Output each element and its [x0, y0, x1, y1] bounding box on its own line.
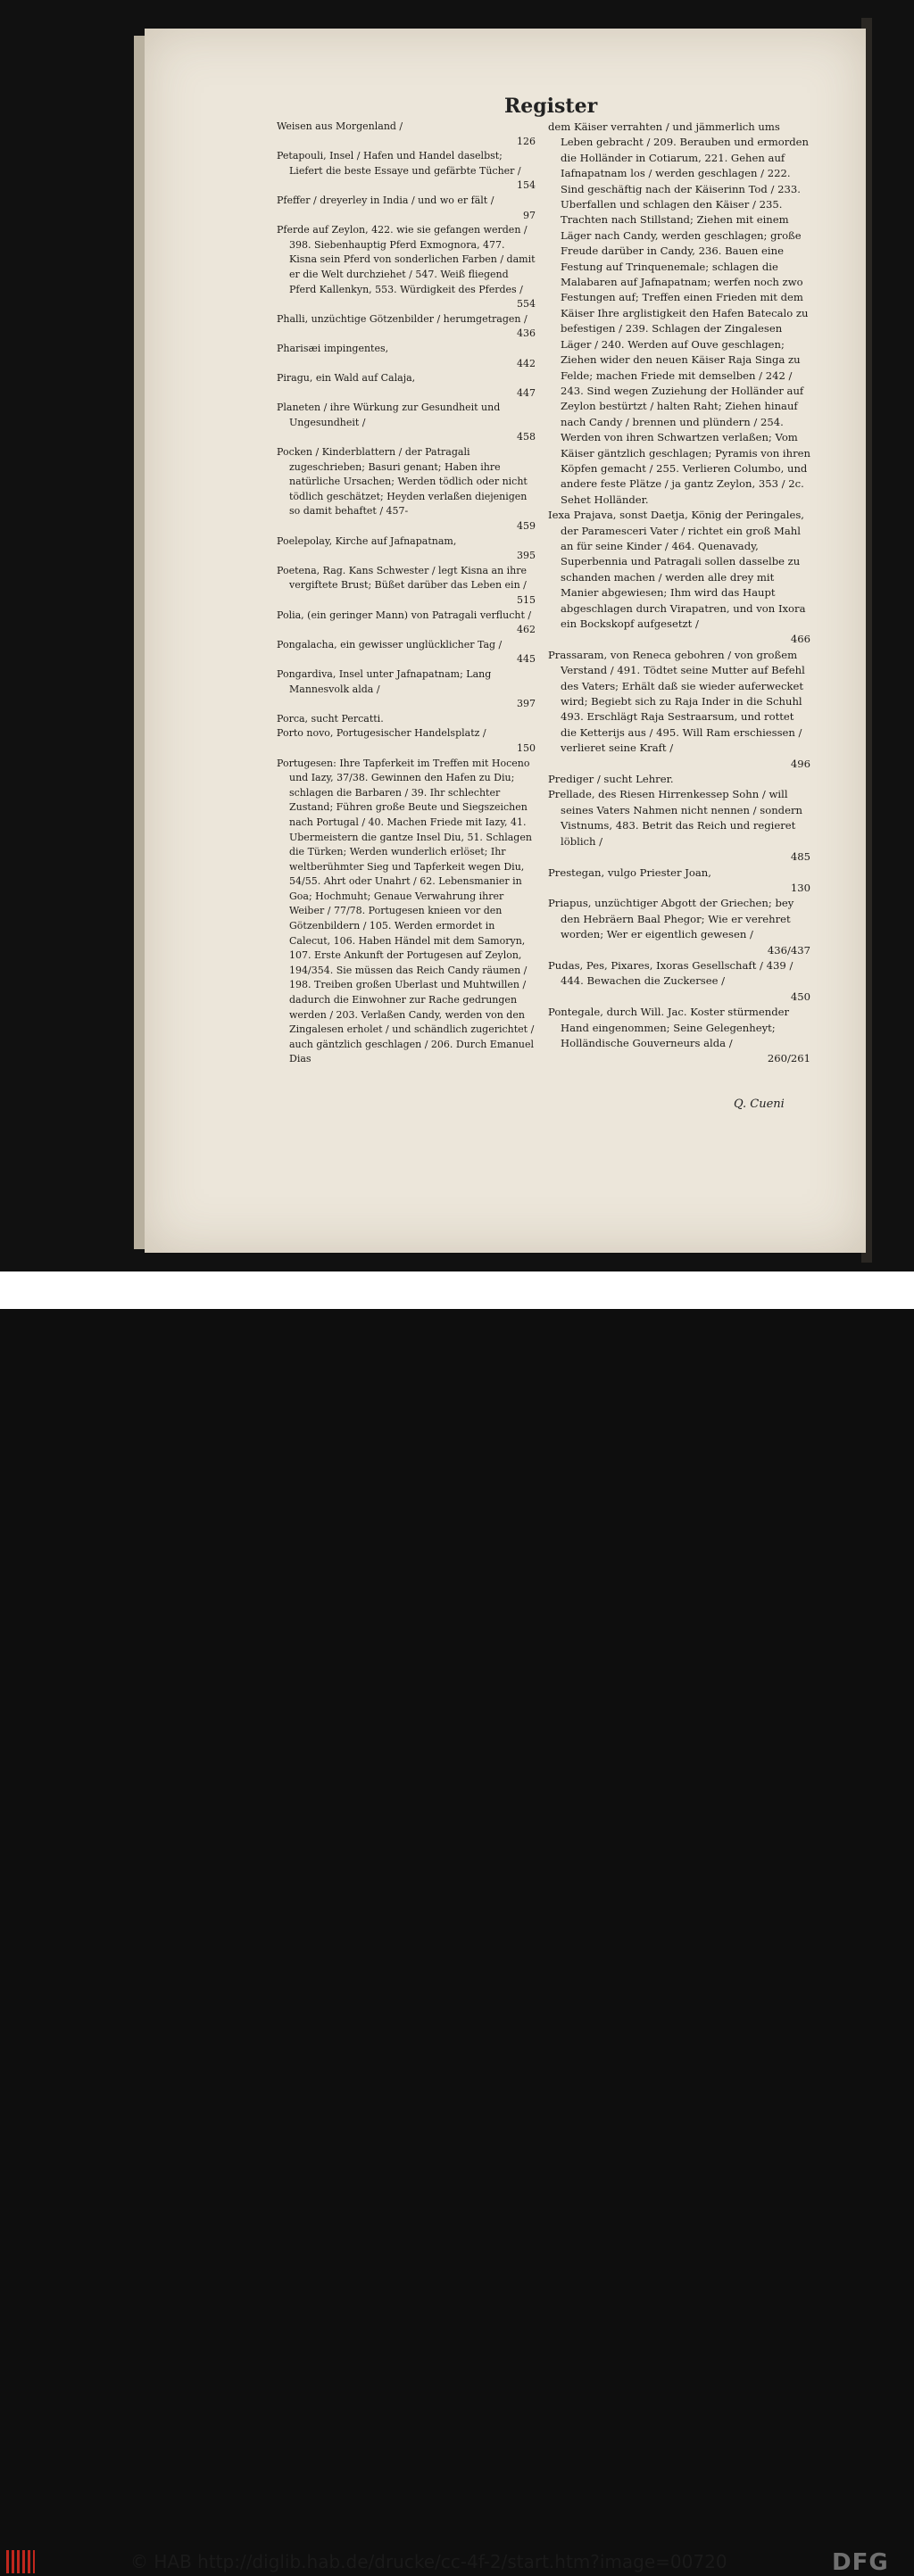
- entry-text: Pontegale, durch Will. Jac. Koster stürmender Hand eingenommen; Seine Gelegenheyt; Holländische Gouverneurs alda /: [548, 1006, 790, 1049]
- entry-text: Iexa Prajava, sonst Daetja, König der Peringales, der Paramesceri Vater / richtet ein groß Mahl an für seine Kinder / 464. Quenavady, Superbennia und Patragali sollen dasselbe zu schanden machen / werden alle drey mit Manier abgewiesen; Ihm wird das Haupt abgeschlagen durch Virapatren, und von Ixora ein Bockskopf aufgesetzt /: [548, 509, 806, 630]
- page-header: Register: [504, 95, 598, 118]
- entry-page-number: 150: [517, 741, 536, 754]
- entry-page-number: 445: [517, 653, 536, 666]
- entry-page-number: 397: [517, 698, 536, 710]
- index-entry: [277, 194, 536, 223]
- copyright-link[interactable]: © HAB http://diglib.hab.de/drucke/cc-4f-2/start.htm?image=00720: [130, 2551, 727, 2572]
- index-entry: [277, 534, 536, 564]
- entry-text: Pongardiva, Insel unter Jafnapatnam; Lang Mannesvolk alda /: [277, 667, 492, 695]
- entry-page-number: 436: [517, 327, 536, 340]
- index-entry: [277, 638, 536, 667]
- entry-text: Polia, (ein geringer Mann) von Patragali verflucht /: [277, 609, 532, 621]
- index-entry: [277, 342, 536, 371]
- entry-page-number: 130: [790, 881, 810, 894]
- entry-page-number: 260/261: [767, 1052, 810, 1065]
- index-entry: [277, 757, 536, 1067]
- entry-text: Pocken / Kinderblattern / der Patragali zugeschrieben; Basuri genant; Haben ihre natürliche Ursachen; Werden tödlich oder nicht tödlich geschätzet; Heyden verlaßen diejenigen so damit behaftet / 457-: [277, 446, 528, 518]
- dfg-logo: DFG: [832, 2549, 889, 2576]
- catchword: Q. Cueni: [734, 1097, 785, 1111]
- entry-page-number: 450: [790, 990, 810, 1003]
- entry-text: Pongalacha, ein gewisser unglücklicher Tag /: [277, 638, 503, 650]
- entry-page-number: 126: [517, 135, 536, 147]
- index-entry: [548, 787, 810, 865]
- entry-page-number: 496: [790, 757, 810, 770]
- entry-page-number: 154: [517, 179, 536, 192]
- entry-text: Pferde auf Zeylon, 422. wie sie gefangen werden / 398. Siebenhauptig Pferd Exmognora, 477. Kisna sein Pferd von sonderlichen Farben / damit er die Welt durchziehet / 547. Weiß fliegend Pferd Kallenkyn, 553. Würdigkeit des Pferdes /: [277, 224, 536, 295]
- entry-text: Porca, sucht Percatti.: [277, 712, 384, 725]
- entry-text: Piragu, ein Wald auf Calaja,: [277, 372, 416, 385]
- entry-text: Porto novo, Portugesischer Handelsplatz /: [277, 727, 486, 740]
- entry-text: Portugesen: Ihre Tapferkeit im Treffen mit Hoceno und Iazy, 37/38. Gewinnen den Hafen zu Diu; schlagen die Barbaren / 39. Ihr schlechter Zustand; Führen große Beute und Siegszeichen nach Portugal / 40. Machen Friede mit Iazy, 41. Ubermeistern die gantze Insel Diu, 51. Schlagen die Türken; Werden wunderlich erlöset; Ihr weltberühmter Sieg und Tapferkeit wegen Diu, 54/55. Ahrt oder Unahrt / 62. Lebensmanier in Goa; Hochmuht; Genaue Verwahrung ihrer Weiber / 77/78. Portugesen knieen vor den Götzenbildern / 105. Werden ermordet in Calecut, 106. Haben Händel mit dem Samoryn, 107. Erste Ankunft der Portugesen auf Zeylon, 194/354. Sie müssen das Reich Candy räumen / 198. Treiben großen Uberlast und Muhtwillen / dadurch die Einwohner zur Rache gedrungen werden / 203. Verlaßen Candy, werden von den Zingalesen erholet / und schändlich zugerichtet / auch gäntzlich geschlagen / 206. Durch Emanuel Dias: [277, 757, 535, 1065]
- right-column: [548, 120, 810, 1067]
- book-page: [145, 29, 866, 1253]
- index-entry: [548, 896, 810, 958]
- index-entry: [277, 445, 536, 534]
- index-entry: [548, 866, 810, 897]
- entry-text: Pharisæi impingentes,: [277, 342, 389, 354]
- footer-bar: [0, 1271, 914, 2576]
- entry-text: Pfeffer / dreyerley in India / und wo er fält /: [277, 194, 494, 206]
- index-entry: [277, 149, 536, 194]
- entry-text: Phalli, unzüchtige Götzenbilder / herumgetragen /: [277, 312, 528, 325]
- entry-page-number: 485: [790, 850, 810, 864]
- entry-page-number: 395: [517, 550, 536, 562]
- entry-page-number: 515: [517, 594, 536, 606]
- entry-page-number: 462: [517, 624, 536, 636]
- entry-text: Petapouli, Insel / Hafen und Handel daselbst; Liefert die beste Essaye und gefärbte Tücher /: [277, 150, 521, 177]
- entry-text: Pudas, Pes, Pixares, Ixoras Gesellschaft / 439 / 444. Bewachen die Zuckersee /: [548, 958, 794, 988]
- entry-text: Weisen aus Morgenland /: [277, 120, 403, 132]
- entry-text: Poetena, Rag. Kans Schwester / legt Kisna an ihre vergiftete Brust; Büßet darüber das Leben ein /: [277, 564, 528, 592]
- index-entry: [277, 726, 536, 756]
- entry-page-number: 466: [790, 633, 810, 646]
- entry-page-number: 458: [517, 431, 536, 443]
- index-entry: [277, 223, 536, 312]
- index-entry: [548, 1005, 810, 1067]
- entry-page-number: 459: [517, 520, 536, 533]
- index-entry: [277, 120, 536, 149]
- entry-page-number: 97: [523, 209, 536, 221]
- index-entry: [548, 508, 810, 648]
- entry-page-number: 442: [517, 357, 536, 369]
- entry-page-number: 554: [517, 298, 536, 311]
- entry-text: Prellade, des Riesen Hirrenkessep Sohn / will seines Vaters Nahmen nicht nennen / sondern Vistnums, 483. Betrit das Reich und regieret löblich /: [548, 788, 802, 848]
- entry-text: Prediger / sucht Lehrer.: [548, 773, 674, 786]
- entry-page-number: 436/437: [767, 943, 810, 957]
- index-entry: [548, 120, 810, 508]
- index-entry: [548, 648, 810, 772]
- hab-logo-icon: [5, 2548, 36, 2575]
- index-entry: [548, 958, 810, 1005]
- entry-text: Prestegan, vulgo Priester Joan,: [548, 866, 711, 879]
- index-entry: [277, 371, 536, 401]
- entry-text: Priapus, unzüchtiger Abgott der Griechen; bey den Hebräern Baal Phegor; Wie er verehret worden; Wer er eigentlich gewesen /: [548, 897, 794, 941]
- entry-text: Poelepolay, Kirche auf Jafnapatnam,: [277, 534, 457, 547]
- index-entry: [277, 312, 536, 342]
- entry-page-number: 447: [517, 386, 536, 399]
- index-entry: [277, 401, 536, 445]
- index-entry: [277, 609, 536, 638]
- left-column: [277, 120, 536, 1067]
- scan-viewer: [0, 0, 914, 1271]
- index-entry: [277, 667, 536, 712]
- entry-text: Prassaram, von Reneca gebohren / von großem Verstand / 491. Tödtet seine Mutter auf Befehl des Vaters; Erhält daß sie wieder auferwecket wird; Begiebt sich zu Raja Inder in die Schuhl 493. Erschlägt Raja Sestraarsum, und rottet die Ketterijs aus / 495. Will Ram erschiessen / verlieret seine Kraft /: [548, 648, 805, 755]
- index-entry: [277, 564, 536, 609]
- index-entry: [548, 772, 810, 787]
- index-entry: [277, 712, 536, 727]
- entry-text: Planeten / ihre Würkung zur Gesundheit und Ungesundheit /: [277, 402, 501, 428]
- entry-text: dem Käiser verrahten / und jämmerlich ums Leben gebracht / 209. Berauben und ermorden die Holländer in Cotiarum, 221. Gehen auf Iafnapatnam los / werden geschlagen / 222. Sind geschäftig nach der Käiserinn Tod / 233. Uberfallen und schlagen den Käiser / 235. Trachten nach Stillstand; Ziehen mit einem Läger nach Candy, werden geschlagen; große Freude darüber in Candy, 236. Bauen eine Festung auf Trinquenemale; schlagen die Malabaren auf Jafnapatnam; werfen noch zwo Festungen auf; Treffen einen Frieden mit dem Käiser Ihre arglistigkeit den Hafen Batecalo zu befestigen / 239. Schlagen der Zingalesen Läger / 240. Werden auf Ouve geschlagen; Ziehen wider den neuen Käiser Raja Singa zu Felde; machen Friede mit demselben / 242 / 243. Sind wegen Zuziehung der Holländer auf Zeylon bestürtzt / halten Raht; Ziehen hinauf nach Candy / brennen und plündern / 254. Werden von ihren Schwartzen verlaßen; Vom Käiser gäntzlich geschlagen; Pyramis von ihren Köpfen gemacht / 255. Verlieren Columbo, und andere feste Plätze / ja gantz Zeylon, 353 / 2c. Sehet Holländer.: [548, 120, 810, 506]
